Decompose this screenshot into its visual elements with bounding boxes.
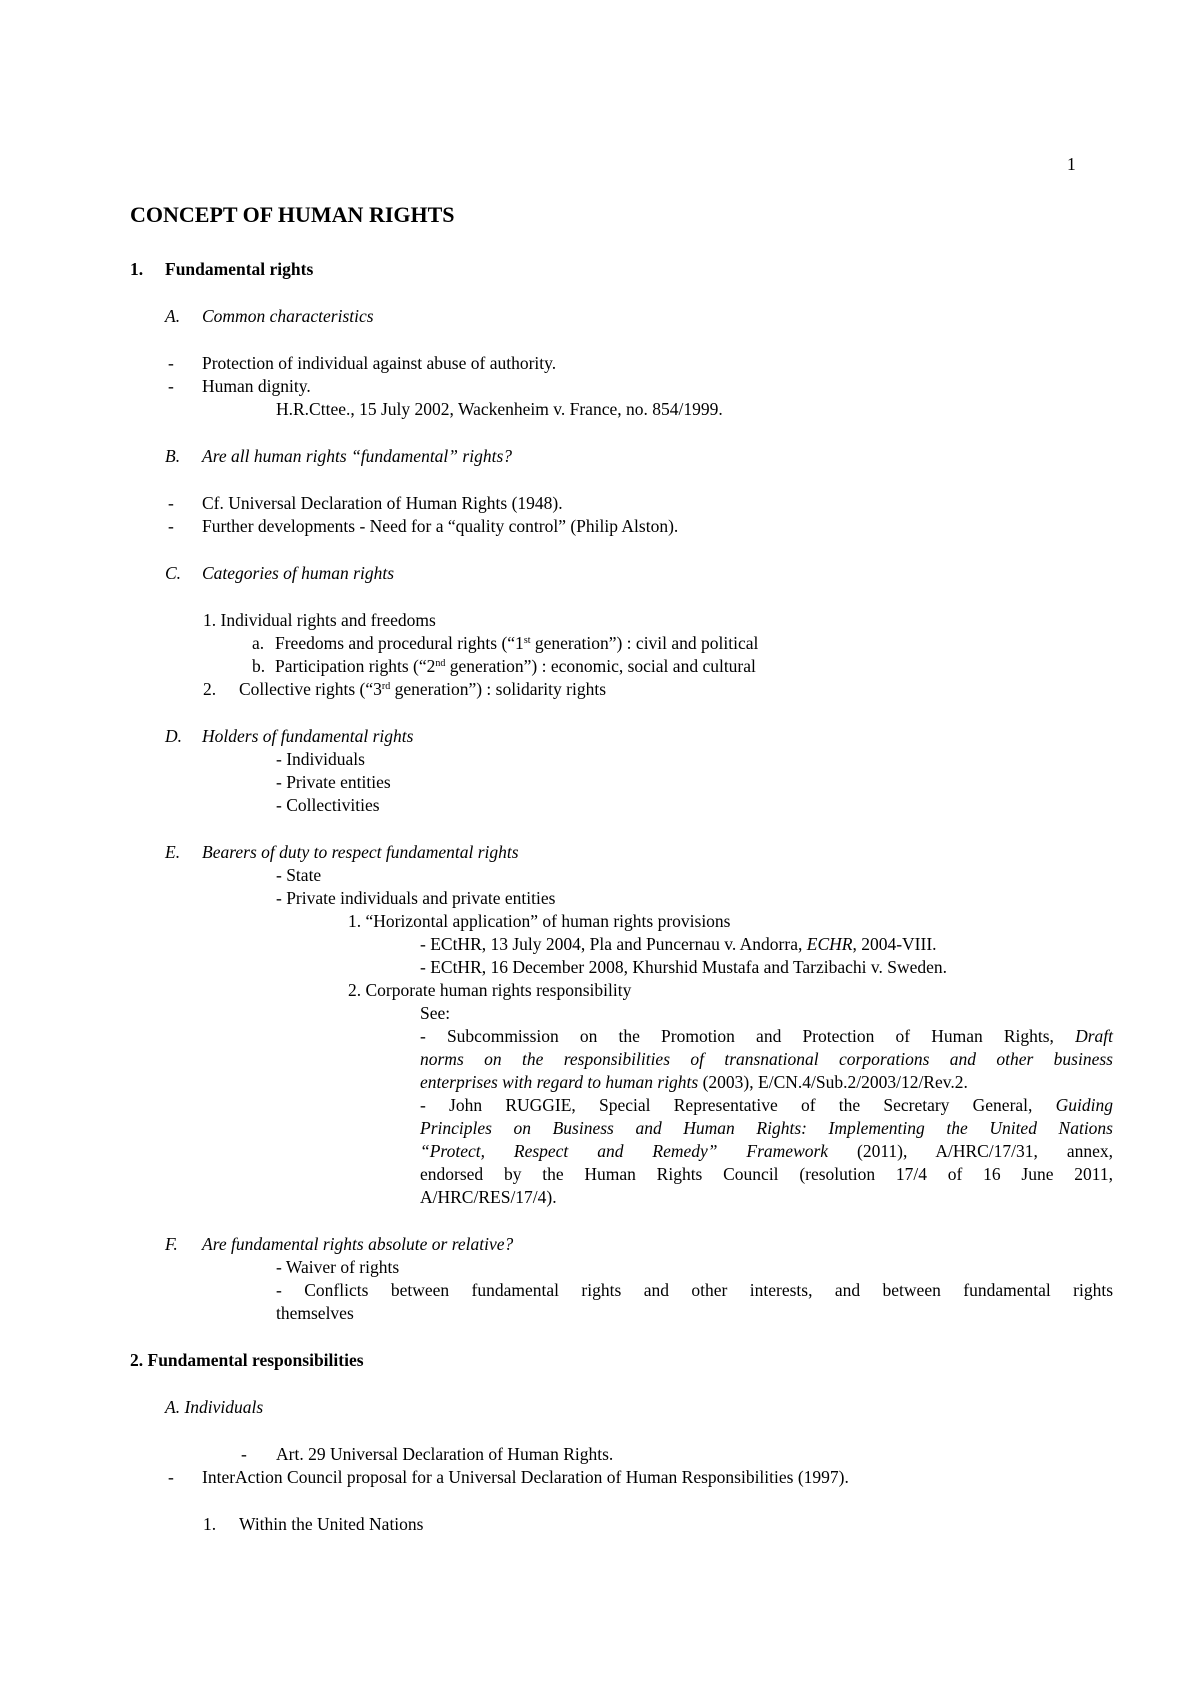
reference-line: “Protect, Respect and Remedy” Framework (2011), A/HRC/17/31, annex, (420, 1141, 1113, 1161)
section-1-heading: Fundamental rights (165, 259, 314, 279)
see-label: See: (420, 1003, 451, 1023)
list-bullet: - (168, 376, 174, 396)
subsection-c-letter: C. (165, 563, 182, 583)
list-item: Collective rights (“3rd generation”) : solidarity rights (239, 679, 607, 699)
list-item: 2. Corporate human rights responsibility (348, 980, 632, 1000)
document-title: CONCEPT OF HUMAN RIGHTS (130, 202, 455, 227)
reference-line: - Subcommission on the Promotion and Protection of Human Rights, Draft (420, 1026, 1113, 1046)
list-marker: a. (252, 633, 265, 653)
subsection-d-heading: Holders of fundamental rights (202, 726, 414, 746)
subsection-e-heading: Bearers of duty to respect fundamental rights (202, 842, 519, 862)
list-item: - State (276, 865, 322, 885)
reference-line: - John RUGGIE, Special Representative of the Secretary General, Guiding (420, 1095, 1113, 1115)
list-item: - Conflicts between fundamental rights and other interests, and between fundamental rights (276, 1280, 1113, 1300)
list-item: Further developments - Need for a “quality control” (Philip Alston). (202, 516, 679, 536)
list-item: Freedoms and procedural rights (“1st generation”) : civil and political (275, 633, 759, 653)
list-item-continuation: themselves (276, 1303, 354, 1323)
list-bullet: - (168, 516, 174, 536)
list-item: Protection of individual against abuse of authority. (202, 353, 557, 373)
list-item: - Private entities (276, 772, 391, 792)
subsection-heading: A. Individuals (165, 1397, 264, 1417)
list-item: - Individuals (276, 749, 365, 769)
subsection-a-letter: A. (165, 306, 181, 326)
list-item: 1. “Horizontal application” of human rights provisions (348, 911, 731, 931)
list-item: Human dignity. (202, 376, 311, 396)
list-item: Art. 29 Universal Declaration of Human Rights. (276, 1444, 614, 1464)
list-item: - Private individuals and private entities (276, 888, 556, 908)
subsection-e-letter: E. (165, 842, 181, 862)
subsection-c-heading: Categories of human rights (202, 563, 395, 583)
subsection-a-heading: Common characteristics (202, 306, 374, 326)
reference-line: Principles on Business and Human Rights: Implementing the United Nations (420, 1118, 1113, 1138)
section-1-number: 1. (130, 259, 144, 279)
list-item: - Waiver of rights (276, 1257, 400, 1277)
list-item: 1. Individual rights and freedoms (203, 610, 436, 630)
list-item: Within the United Nations (239, 1514, 424, 1534)
case-reference: - ECtHR, 16 December 2008, Khurshid Mustafa and Tarzibachi v. Sweden. (420, 957, 948, 977)
list-marker: b. (252, 656, 266, 676)
case-reference: H.R.Cttee., 15 July 2002, Wackenheim v. France, no. 854/1999. (276, 399, 723, 419)
reference-line: A/HRC/RES/17/4). (420, 1187, 557, 1207)
subsection-f-heading: Are fundamental rights absolute or relative? (202, 1234, 514, 1254)
reference-line: enterprises with regard to human rights (2003), E/CN.4/Sub.2/2003/12/Rev.2. (420, 1072, 968, 1092)
case-reference: - ECtHR, 13 July 2004, Pla and Puncernau v. Andorra, ECHR, 2004-VIII. (420, 934, 937, 954)
subsection-b-heading: Are all human rights “fundamental” rights? (202, 446, 513, 466)
list-bullet: - (241, 1444, 247, 1464)
list-item: InterAction Council proposal for a Universal Declaration of Human Responsibilities (1997). (202, 1467, 849, 1487)
list-bullet: - (168, 493, 174, 513)
reference-line: endorsed by the Human Rights Council (resolution 17/4 of 16 June 2011, (420, 1164, 1113, 1184)
subsection-b-letter: B. (165, 446, 181, 466)
list-marker: 2. (203, 679, 217, 699)
section-2-heading: 2. Fundamental responsibilities (130, 1350, 364, 1370)
list-marker: 1. (203, 1514, 217, 1534)
subsection-f-letter: F. (165, 1234, 178, 1254)
subsection-d-letter: D. (165, 726, 183, 746)
list-item: Cf. Universal Declaration of Human Rights (1948). (202, 493, 563, 513)
page-number: 1 (1067, 154, 1076, 174)
reference-line: norms on the responsibilities of transnational corporations and other business (420, 1049, 1113, 1069)
list-item: - Collectivities (276, 795, 380, 815)
list-bullet: - (168, 1467, 174, 1487)
list-item: Participation rights (“2nd generation”) : economic, social and cultural (275, 656, 756, 676)
list-bullet: - (168, 353, 174, 373)
